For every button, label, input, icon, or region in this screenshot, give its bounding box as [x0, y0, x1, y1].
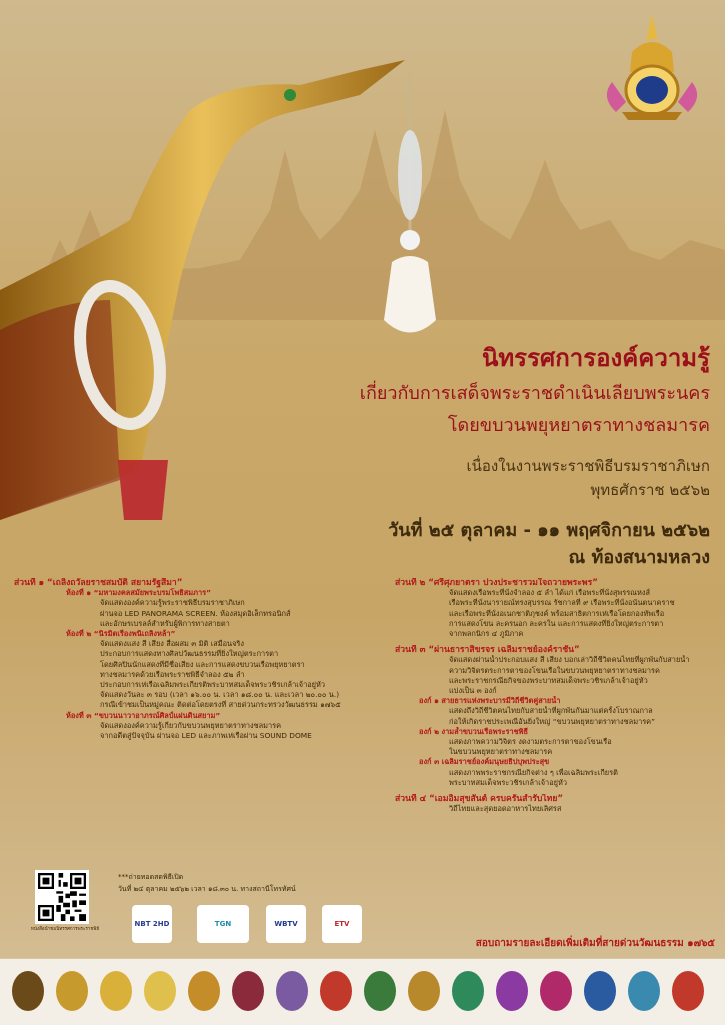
act3-heading: องก์ ๓ เฉลิมราชย์องค์มนุษยธิปบุพประสุข	[419, 757, 550, 767]
part4-heading: ส่วนที่ ๔ “เอมอิ่มสุขสันต์ ครบครันสำรับไทย”	[395, 794, 564, 805]
etv-channel-logo: ETV	[322, 905, 362, 943]
room2-line: ประกอบการแสดงทางศิลปวัฒนธรรมที่ยิ่งใหญ่ตระการตา	[100, 649, 279, 659]
act2-heading: องก์ ๒ งามล้ำขบวนเรือพระราชพิธี	[419, 726, 529, 736]
room3-heading: ห้องที่ ๓ “ขบวนนาวาอาภรณ์ศิลป์แผ่นดินสยาม”	[66, 710, 221, 720]
sponsor-logo-icon	[584, 971, 616, 1011]
part2-line: จากพลกนิกร ๔ ภูมิภาค	[449, 629, 524, 639]
right-program-column	[395, 578, 715, 814]
sponsor-logo-icon	[672, 971, 704, 1011]
sponsor-logo-icon	[56, 971, 88, 1011]
part3-line: และพระราชกรณียกิจของพระบาทสมเด็จพระวชิรเกล้าเจ้าอยู่หัว	[449, 675, 648, 685]
exhibition-subtitle-line1: เกี่ยวกับการเสด็จพระราชดำเนินเลียบพระนคร	[359, 383, 710, 404]
sponsor-logo-icon	[364, 971, 396, 1011]
sponsor-logo-icon	[100, 971, 132, 1011]
left-program-column	[14, 578, 359, 741]
act1-line: แสดงถึงวิถีชีวิตคนไทยกับสายน้ำที่ผูกพันกันมาแต่ครั้งโบราณกาล	[449, 706, 653, 716]
room2-line: โดยศิลปินนักแสดงที่มีชื่อเสียง และการแสดงขบวนเรือพยุหยาตรา	[100, 659, 305, 669]
room3-line: จากอดีตสู่ปัจจุบัน ผ่านจอ LED และภาพเห่เรือผ่าน SOUND DOME	[100, 731, 312, 741]
room2-heading: ห้องที่ ๒ “นิรมิตเรืองพนิเถลิงหล้า”	[66, 629, 176, 639]
sponsor-logo-icon	[408, 971, 440, 1011]
act2-line: แสดงภาพความวิจิตร งดงามตระการตาของโขนเรือ	[449, 737, 612, 747]
room1-line: ผ่านจอ LED PANORAMA SCREEN. ห้องสมุดอิเล็กทรอนิกส์	[100, 608, 291, 618]
act3-line: พระบาทสมเด็จพระวชิรเกล้าเจ้าอยู่หัว	[449, 777, 567, 787]
culture-hotline: สอบถามรายละเอียดเพิ่มเติมที่สายด่วนวัฒนธรรม ๑๗๖๕	[475, 938, 715, 949]
act3-line: แสดงภาพพระราชกรณียกิจต่าง ๆ เพื่อเฉลิมพระเกียรติ	[449, 767, 618, 777]
royal-emblem-icon	[592, 12, 712, 122]
wbtv-channel-logo: WBTV	[266, 905, 306, 943]
sponsor-logo-icon	[320, 971, 352, 1011]
occasion-text: เนื่องในงานพระราชพิธีบรมราชาภิเษก	[466, 457, 710, 475]
sponsor-logo-icon	[628, 971, 660, 1011]
part2-line: จัดแสดงเรือพระที่นั่งจำลอง ๕ ลำ ได้แก่ เรือพระที่นั่งสุพรรณหงส์	[449, 588, 651, 598]
exhibition-subtitle-line2: โดยขบวนพยุหยาตราทางชลมารค	[447, 415, 710, 436]
nbt-channel-logo: NBT 2HD	[132, 905, 172, 943]
part3-line: ความวิจิตรตระการตาของโขนเรือในขบวนพยุหยาตราทางชลมารค	[449, 665, 660, 675]
room3-line: จัดแสดงองค์ความรู้เกี่ยวกับขบวนพยุหยาตราทางชลมารค	[100, 720, 282, 730]
act2-line: ในขบวนพยุหยาตราทางชลมารค	[449, 747, 553, 757]
room2-line: กรณีเข้าชมเป็นหมู่คณะ ติดต่อโดยตรงที่ สายด่วนกระทรวงวัฒนธรรม ๑๗๖๕	[100, 700, 341, 710]
qr-code-icon[interactable]	[35, 870, 89, 924]
part2-line: เรือพระที่นั่งนารายณ์ทรงสุบรรณ รัชกาลที่ ๙ เรือพระที่นั่งอนันตนาคราช	[449, 598, 675, 608]
sponsor-logo-icon	[496, 971, 528, 1011]
year-text: พุทธศักราช ๒๕๖๒	[590, 481, 710, 499]
room1-heading: ห้องที่ ๑ “มหามงคลสมัยพระบรมโพธิสมภาร”	[66, 588, 211, 598]
sponsor-logo-icon	[144, 971, 176, 1011]
live-broadcast-note: ***ถ่ายทอดสดพิธีเปิด	[118, 873, 184, 881]
act1-heading: องก์ ๑ สายธารแห่งพระบารมีวิถีชีวิตคู่สายน้ำ	[419, 696, 561, 706]
sponsor-logo-icon	[276, 971, 308, 1011]
exhibition-dates: วันที่ ๒๕ ตุลาคม - ๑๑ พฤศจิกายน ๒๕๖๒	[388, 520, 710, 541]
part1-heading: ส่วนที่ ๑ “เถลิงถวัลยราชสมบัติ สยามรัฐสีมา”	[14, 578, 183, 588]
part3-line: จัดแสดงผ่านน้ำประกอบแสง สี เสียง บอกเล่าวิถีชีวิตคนไทยที่ผูกพันกับสายน้ำ	[449, 655, 690, 665]
room1-line: จัดแสดงองค์ความรู้พระราชพิธีบรมราชาภิเษก	[100, 598, 245, 608]
qr-caption: หนังสือนำชมนิทรรศการพระราชพิธี	[30, 927, 100, 932]
part3-heading: ส่วนที่ ๓ “ผ่านธาราสิขรจร เฉลิมราชย์องค์ราชัน”	[395, 645, 580, 656]
live-broadcast-time: วันที่ ๒๔ ตุลาคม ๒๕๖๒ เวลา ๑๘.๓๐ น. ทางสถานีโทรทัศน์	[118, 885, 296, 893]
exhibition-venue: ณ ท้องสนามหลวง	[568, 547, 710, 568]
part4-line: วิถีไทยและสุดยอดอาหารไทยเลิศรส	[449, 804, 562, 814]
room2-line: จัดแสดงวันละ ๓ รอบ (เวลา ๑๖.๐๐ น. เวลา ๑๘.๐๐ น. และเวลา ๒๐.๐๐ น.)	[100, 690, 340, 700]
sponsor-logo-icon	[540, 971, 572, 1011]
sponsor-logos-strip	[0, 958, 725, 1025]
sponsor-logo-icon	[452, 971, 484, 1011]
part2-line: การแสดงโขน ละครนอก ละครใน และการแสดงที่ยิ่งใหญ่ตระการตา	[449, 618, 664, 628]
part2-heading: ส่วนที่ ๒ “ศรีศุภยาตรา ปวงประชารวมใจถวายพระพร”	[395, 578, 598, 588]
room2-line: ทางชลมารคด้วยเรือพระราชพิธีจำลอง ๕๒ ลำ	[100, 669, 245, 679]
room1-line: และอักษรเบรลล์สำหรับผู้พิการทางสายตา	[100, 618, 230, 628]
act1-line: ก่อให้เกิดราชประเพณีอันยิ่งใหญ่ “ขบวนพยุหยาตราทางชลมารค”	[449, 716, 655, 726]
sponsor-logo-icon	[12, 971, 44, 1011]
exhibition-title: นิทรรศการองค์ความรู้	[481, 343, 710, 372]
room2-line: จัดแสดงแสง สี เสียง สื่อผสม ๓ มิติ เสมือนจริง	[100, 639, 244, 649]
room2-line: ประกอบการเห่เรือเฉลิมพระเกียรติพระบาทสมเด็จพระวชิรเกล้าเจ้าอยู่หัว	[100, 680, 326, 690]
part2-line: และเรือพระที่นั่งอเนกชาติภุชงค์ พร้อมสาธิตการเห่เรือโดยกองทัพเรือ	[449, 608, 665, 618]
sponsor-logo-icon	[232, 971, 264, 1011]
sponsor-logo-icon	[188, 971, 220, 1011]
tgn-channel-logo: TGN	[197, 905, 249, 943]
part3-line: แบ่งเป็น ๓ องก์	[449, 686, 497, 696]
